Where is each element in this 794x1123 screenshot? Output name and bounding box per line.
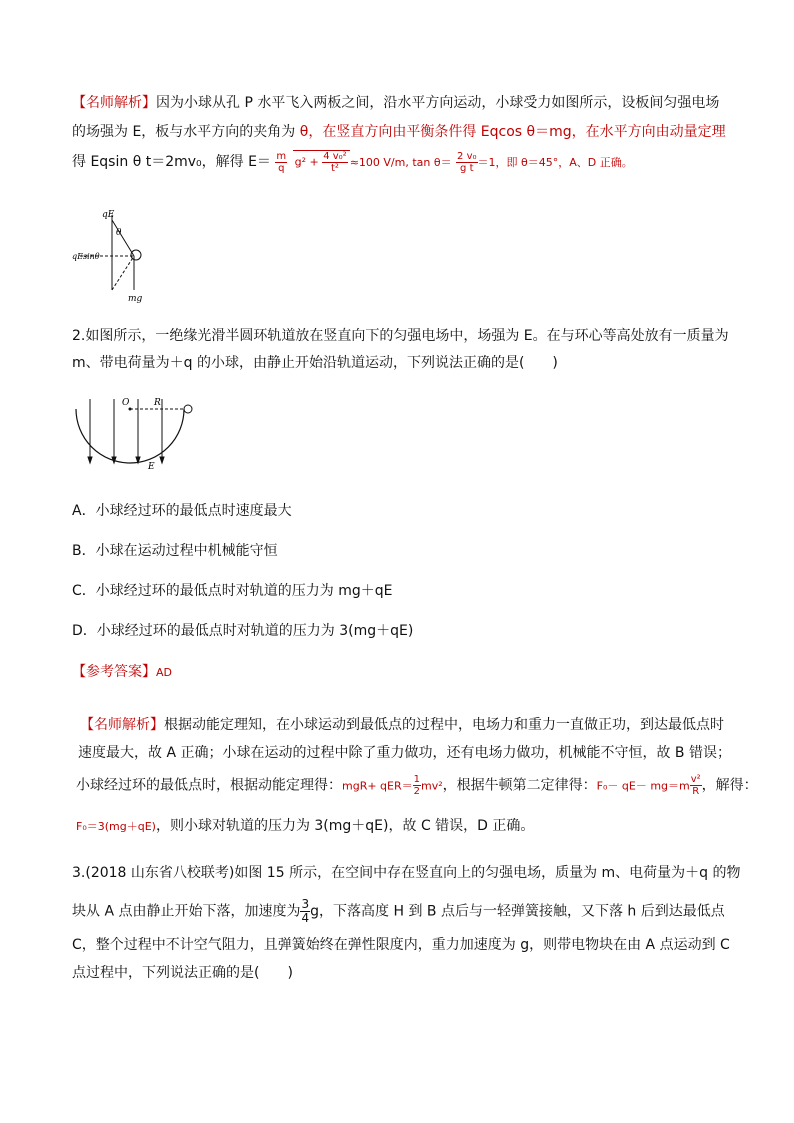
label-theta: θ [116, 228, 122, 238]
qE-vector [112, 220, 134, 256]
label-R: R [154, 398, 161, 408]
q3-stem-line4: 点过程中，下列说法正确的是( ) [72, 965, 293, 981]
q2-stem-line1: 2.如图所示，一绝缘光滑半圆环轨道放在竖直向下的匀强电场中，场强为 E。在与环心等高处放有一质量为 [72, 328, 729, 344]
q3-stem-line1: 3.(2018 山东省八校联考)如图 15 所示，在空间中存在竖直向上的匀强电场，质量为 m、电荷量为＋q 的物 [72, 865, 741, 881]
fraction: $\frac{m}{q}$ [276, 150, 287, 174]
analysis1-line3: 得 Eqsin θ t＝2mv₀，解得 E＝ $\frac{m}{q}$ g² + $\frac{\text{4 v₀²}}{\text{t²}}$ ≈100 V/m, tan θ＝ $\frac{\text{2 v₀}}{\text{g t}}$ ＝1，即 θ＝45°，A、D 正确。 [72, 150, 633, 174]
force-diagram [72, 205, 162, 305]
analysis2-line2: 速度最大，故 A 正确；小球在运动的过程中除了重力做功，还有电场力做功，机械能不守恒，故 B 错误； [78, 745, 731, 761]
option-d: D．小球经过环的最低点时对轨道的压力为 3(mg＋qE) [72, 623, 414, 639]
semicircle-track-diagram [72, 395, 192, 470]
label-qEsin: qEsinθ [72, 252, 100, 261]
ball [131, 250, 141, 260]
option-b: B．小球在运动过程中机械能守恒 [72, 543, 278, 559]
analysis-tag: 【名师解析】 [72, 95, 156, 111]
option-a: A．小球经过环的最低点时速度最大 [72, 503, 292, 519]
label-O: O [122, 398, 130, 408]
label-mg: mg [128, 294, 143, 304]
analysis1-line2: 的场强为 E，板与水平方向的夹角为 θ，在竖直方向由平衡条件得 Eqcos θ＝mg，在水平方向由动量定理 [72, 124, 726, 140]
analysis-tag: 【名师解析】 [80, 717, 164, 733]
fraction: $\frac{\text{2 v₀}}{\text{g t}}$ [457, 150, 477, 174]
semicircle-track [76, 409, 184, 463]
sqrt: g² + $\frac{\text{4 v₀²}}{\text{t²}}$ [293, 150, 350, 174]
ball [184, 405, 192, 413]
q3-stem-line2: 块从 A 点由静止开始下落，加速度为 $\frac{3}{4}$ g，下落高度 H 到 B 点后与一轻弹簧接触，又下落 h 后到达最低点 [72, 897, 725, 925]
analysis2-line3: 小球经过环的最低点时，根据动能定理得：mgR+ qER＝ $\frac{1}{2}$ mv²，根据牛顿第二定律得：F₀－ qE－ mg＝m $\frac{\text{v²}}{R}$ ，解得： [76, 774, 758, 797]
analysis2-line4: F₀＝3(mg＋qE)，则小球对轨道的压力为 3(mg＋qE)，故 C 错误，D 正确。 [76, 818, 535, 834]
q2-stem-line2: m、带电荷量为＋q 的小球，由静止开始沿轨道运动，下列说法正确的是( ) [72, 355, 558, 371]
label-E: E [148, 462, 155, 472]
reference-answer: 【参考答案】AD [72, 664, 172, 680]
analysis1-line1: 【名师解析】因为小球从孔 P 水平飞入两板之间，沿水平方向运动，小球受力如图所示，设板间匀强电场 [72, 95, 720, 111]
label-qE: qE [102, 210, 115, 220]
q3-stem-line3: C，整个过程中不计空气阻力，且弹簧始终在弹性限度内，重力加速度为 g，则带电物块在由 A 点运动到 C [72, 937, 730, 953]
analysis2-line1: 【名师解析】根据动能定理知，在小球运动到最低点的过程中，电场力和重力一直做正功，到达最低点时 [80, 717, 724, 733]
option-c: C．小球经过环的最低点时对轨道的压力为 mg＋qE [72, 583, 393, 599]
